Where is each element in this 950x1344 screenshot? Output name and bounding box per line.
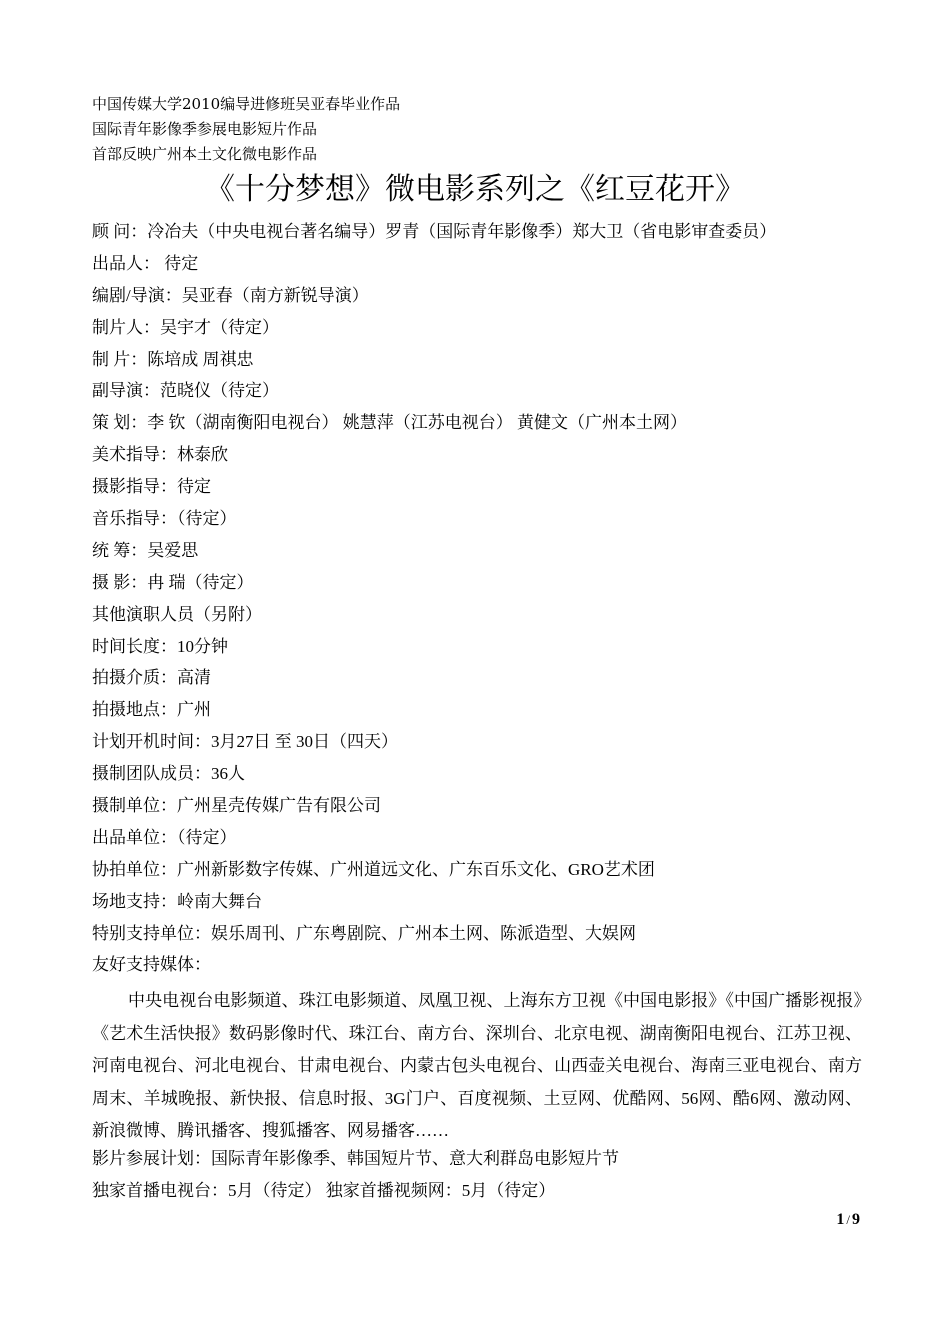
credit-location: 拍摄地点：广州: [92, 700, 211, 720]
header-line-3: 首部反映广州本土文化微电影作品: [92, 145, 318, 163]
credit-music-director: 音乐指导：（待定）: [92, 509, 237, 529]
credit-art-director: 美术指导：林泰欣: [92, 445, 228, 465]
credit-production-manager: 制片人：吴宇才（待定）: [92, 317, 279, 337]
header-line-1: 中国传媒大学2010编导进修班吴亚春毕业作品: [92, 95, 401, 113]
credit-assistant-director: 副导演：范晓仪（待定）: [92, 381, 279, 401]
credit-coordinator: 统 筹：吴爱思: [92, 540, 199, 560]
credit-shooting-schedule: 计划开机时间：3月27日 至 30日（四天）: [92, 732, 398, 752]
credit-media-support-label: 友好支持媒体：: [92, 955, 211, 975]
credit-advisors: 顾 问：冷冶夫（中央电视台著名编导）罗青（国际青年影像季）郑大卫（省电影审查委员）: [92, 222, 777, 241]
credit-producer: 出品人： 待定: [92, 253, 199, 273]
tail-list: [92, 1143, 619, 1207]
credit-team-size: 摄制团队成员：36人: [92, 764, 245, 784]
credit-production: 制 片：陈培成 周祺忠: [92, 349, 254, 369]
credits-list: [92, 216, 776, 981]
credit-venue-support: 场地支持：岭南大舞台: [92, 891, 262, 911]
credit-camera: 摄 影：冉 瑞（待定）: [92, 572, 254, 592]
credit-cinematography-director: 摄影指导：待定: [92, 477, 211, 497]
header-line-2: 国际青年影像季参展电影短片作品: [92, 120, 318, 138]
document-title: 《十分梦想》微电影系列之《红豆花开》: [205, 172, 745, 207]
premiere-plan: 独家首播电视台：5月（待定） 独家首播视频网：5月（待定）: [92, 1181, 556, 1200]
page-total: 9: [852, 1211, 860, 1228]
page-separator: /: [846, 1212, 850, 1227]
page-number: [836, 1211, 860, 1229]
header-lines: [92, 92, 400, 167]
media-support-paragraph: 中央电视台电影频道、珠江电影频道、凤凰卫视、上海东方卫视《中国电影报》《中国广播影视报》《艺术生活快报》数码影像时代、珠江台、南方台、深圳台、北京电视、湖南衡阳电视台、江苏卫视、河南电视台、河北电视台、甘肃电视台、内蒙古包头电视台、山西壶关电视台、海南三亚电视台、南方周末、羊城晚报、新快报、信息时报、3G门户、百度视频、土豆网、优酷网、56网、酷6网、激动网、新浪微博、腾讯播客、搜狐播客、网易播客……: [92, 991, 862, 1140]
credit-other-crew: 其他演职人员（另附）: [92, 604, 262, 624]
credit-medium: 拍摄介质：高清: [92, 668, 211, 688]
credit-presenting-company: 出品单位：（待定）: [92, 827, 237, 847]
festival-plan: 影片参展计划：国际青年影像季、韩国短片节、意大利群岛电影短片节: [92, 1149, 619, 1168]
credit-duration: 时间长度：10分钟: [92, 636, 228, 656]
page-current: 1: [836, 1211, 845, 1228]
credit-writer-director: 编剧/导演：吴亚春（南方新锐导演）: [92, 285, 369, 305]
credit-production-company: 摄制单位：广州星壳传媒广告有限公司: [92, 796, 381, 816]
credit-special-support: 特别支持单位：娱乐周刊、广东粤剧院、广州本土网、陈派造型、大娱网: [92, 923, 636, 943]
credit-co-production: 协拍单位：广州新影数字传媒、广州道远文化、广东百乐文化、GRO艺术团: [92, 859, 655, 879]
credit-planning: 策 划：李 钦（湖南衡阳电视台） 姚慧萍（江苏电视台） 黄健文（广州本土网）: [92, 413, 687, 433]
